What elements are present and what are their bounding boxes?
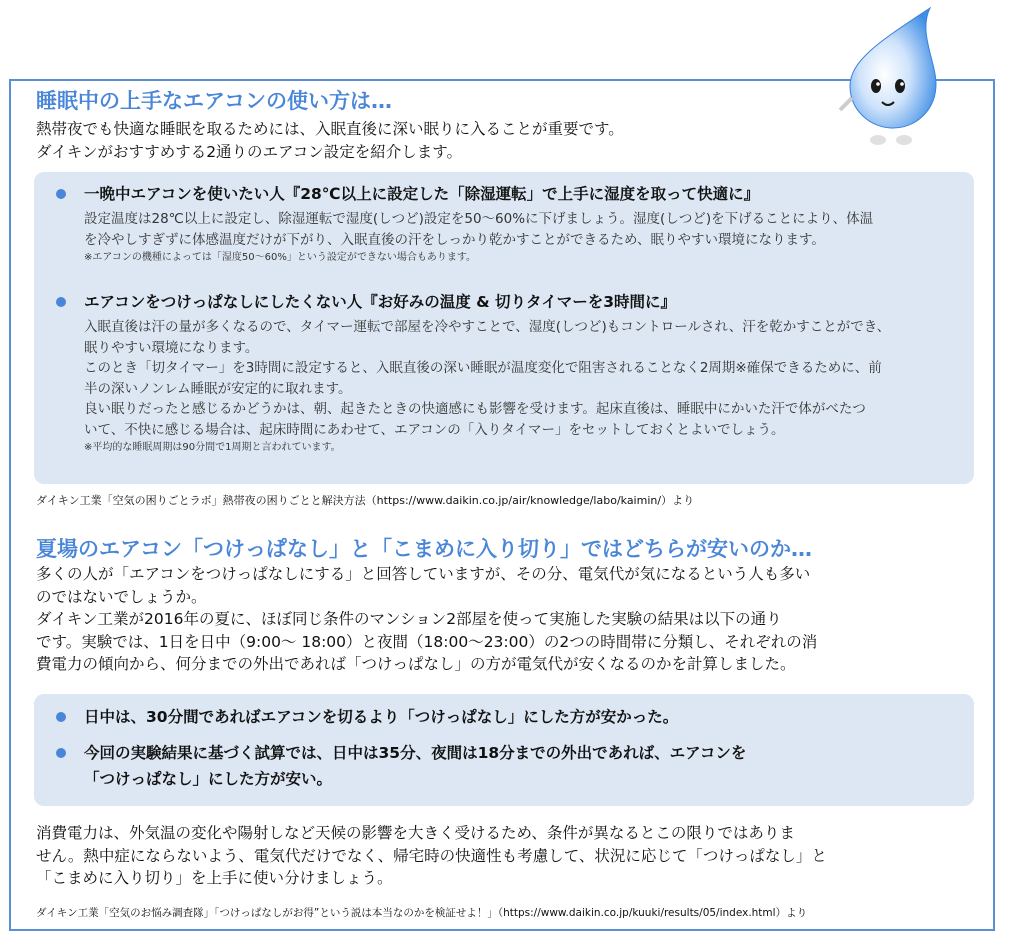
- result-text: 今回の実験結果に基づく試算では、日中は35分、夜間は18分までの外出であれば、エアコンを: [84, 744, 747, 762]
- tip-body-line: 眠りやすい環境になります。: [84, 339, 259, 356]
- tip-body-line: 設定温度は28℃以上に設定し、除湿運転で湿度(しつど)設定を50～60%に下げましょう。湿度(しつど)を下げることにより、体温: [84, 211, 874, 227]
- section1-intro: [36, 118, 976, 163]
- section2-conclusion: [36, 822, 976, 890]
- section2-heading: 夏場のエアコン「つけっぱなし」と「こまめに入り切り」ではどちらが安いのか…: [36, 537, 812, 561]
- section2-source: ダイキン工業「空気のお悩み調査隊」「つけっぱなしがお得”という説は本当なのかを検証せよ！」（https://www.daikin.co.jp/kuuki/results/05/index.html）より: [36, 907, 808, 919]
- tip-body-line: このとき「切タイマー」を3時間に設定すると、入眠直後の深い睡眠が温度変化で阻害されることなく2周期※確保できるために、前: [84, 360, 882, 376]
- blue-dot-bullet-icon: [56, 748, 66, 758]
- result-text: 「つけっぱなし」にした方が安い。: [84, 770, 333, 788]
- tip-body-line: 入眠直後は汗の量が多くなるので、タイマー運転で部屋を冷やすことで、湿度(しつど)もコントロールされ、汗を乾かすことができ、: [84, 319, 891, 335]
- tip-note: ※エアコンの機種によっては「湿度50～60%」という設定ができない場合もあります。: [84, 252, 477, 263]
- result-item-daytime: [56, 704, 958, 730]
- blue-dot-bullet-icon: [56, 297, 66, 307]
- section2-intro-line: ダイキン工業が2016年の夏に、ほぼ同じ条件のマンション2部屋を使って実施した実験の結果は以下の通り: [36, 610, 782, 628]
- result-item-estimate: [56, 740, 958, 792]
- result-text: 日中は、30分間であればエアコンを切るより「つけっぱなし」にした方が安かった。: [84, 708, 679, 726]
- tip-body: [84, 209, 958, 265]
- tip-body: [84, 317, 958, 455]
- section2-intro-line: 費電力の傾向から、何分までの外出であれば「つけっぱなし」の方が電気代が安くなるのかを計算しました。: [36, 655, 796, 673]
- conclusion-line: 消費電力は、外気温の変化や陽射しなど天候の影響を大きく受けるため、条件が異なるとこの限りではありま: [36, 824, 795, 842]
- section2-intro-line: です。実験では、1日を日中（9:00～ 18:00）と夜間（18:00～23:00）の2つの時間帯に分類し、それぞれの消: [36, 632, 818, 651]
- tip-body-line: 半の深いノンレム睡眠が安定的に取れます。: [84, 380, 352, 397]
- section1-intro-line: ダイキンがおすすめする2通りのエアコン設定を紹介します。: [36, 142, 463, 161]
- section2-intro-line: 多くの人が「エアコンをつけっぱなしにする」と回答していますが、その分、電気代が気になるという人も多い: [36, 565, 811, 583]
- conclusion-line: せん。熱中症にならないよう、電気代だけでなく、帰宅時の快適性も考慮して、状況に応じて「つけっぱなし」と: [36, 846, 827, 865]
- tip-title: エアコンをつけっぱなしにしたくない人『お好みの温度 & 切りタイマーを3時間に』: [84, 293, 677, 311]
- conclusion-line: 「こまめに入り切り」を上手に使い分けましょう。: [36, 869, 393, 887]
- section2-intro: [36, 563, 976, 676]
- blue-dot-bullet-icon: [56, 189, 66, 199]
- results-box: [34, 694, 974, 806]
- tip-title: 一晩中エアコンを使いたい人『28℃以上に設定した「除湿運転」で上手に湿度を取って快適に』: [84, 185, 760, 203]
- section1-intro-line: 熱帯夜でも快適な睡眠を取るためには、入眠直後に深い眠りに入ることが重要です。: [36, 120, 624, 138]
- tip-note: ※平均的な睡眠周期は90分間で1周期と言われています。: [84, 442, 341, 453]
- tip-body-line: を冷やしすぎずに体感温度だけが下がり、入眠直後の汗をしっかり乾かすことができるため、眠りやすい環境になります。: [84, 231, 825, 248]
- blue-dot-bullet-icon: [56, 712, 66, 722]
- section1-heading: 睡眠中の上手なエアコンの使い方は…: [36, 89, 392, 113]
- tip-body-line: 良い眠りだったと感じるかどうかは、朝、起きたときの快適感にも影響を受けます。起床直後は、睡眠中にかいた汗で体がべたつ: [84, 401, 866, 417]
- tips-box: [34, 172, 974, 484]
- section1-source: ダイキン工業「空気の困りごとラボ」熱帯夜の困りごとと解決方法（https://www.daikin.co.jp/air/knowledge/labo/kaimin/）より: [36, 494, 695, 507]
- section2-intro-line: のではないでしょうか。: [36, 587, 207, 606]
- tip-body-line: いて、不快に感じる場合は、起床時間にあわせて、エアコンの「入りタイマー」をセットしておくとよいでしょう。: [84, 421, 785, 438]
